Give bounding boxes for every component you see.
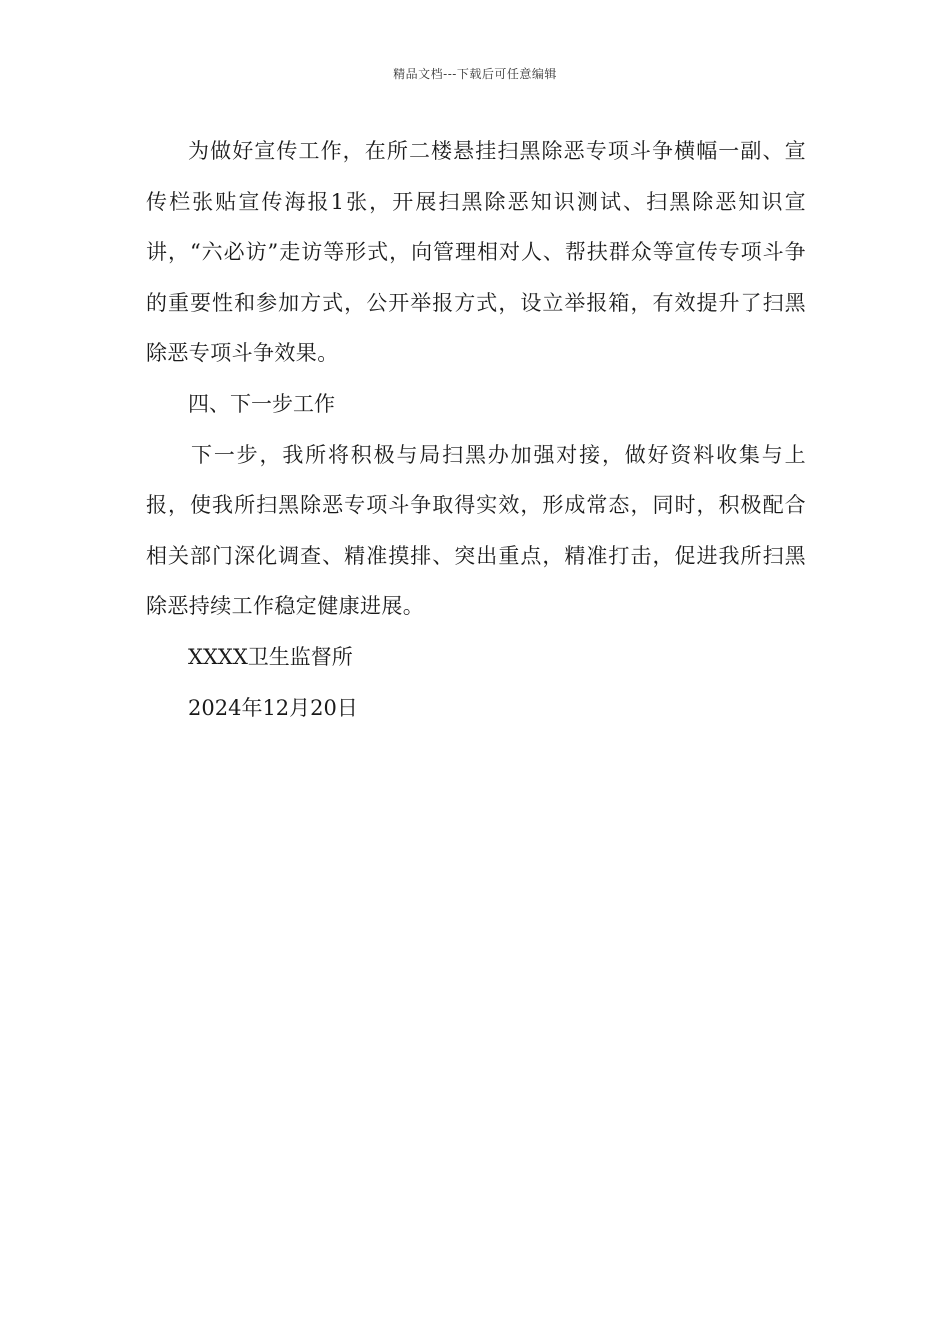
signature-date: 2024年12月20日 [188, 695, 358, 720]
signature-organization: XXXX卫生监督所 [188, 644, 353, 669]
section-heading-next-steps: 四、下一步工作 [188, 391, 335, 416]
page-header: 精品文档---下载后可任意编辑 [393, 67, 557, 81]
paragraph-publicity-work: 为做好宣传工作，在所二楼悬挂扫黑除恶专项斗争横幅一副、宣传栏张贴宣传海报1张，开展扫黑除恶知识测试、扫黑除恶知识宣讲，“六必访”走访等形式，向管理相对人、帮扶群众等宣传专项斗争的重要性和参加方式，公开举报方式，设立举报箱，有效提升了扫黑除恶专项斗争效果。 [146, 139, 806, 366]
paragraph-next-steps: 下一步，我所将积极与局扫黑办加强对接，做好资料收集与上报，使我所扫黑除恶专项斗争取得实效，形成常态，同时，积极配合相关部门深化调查、精准摸排、突出重点，精准打击，促进我所扫黑除恶持续工作稳定健康进展。 [146, 442, 806, 619]
document-body [146, 126, 806, 733]
